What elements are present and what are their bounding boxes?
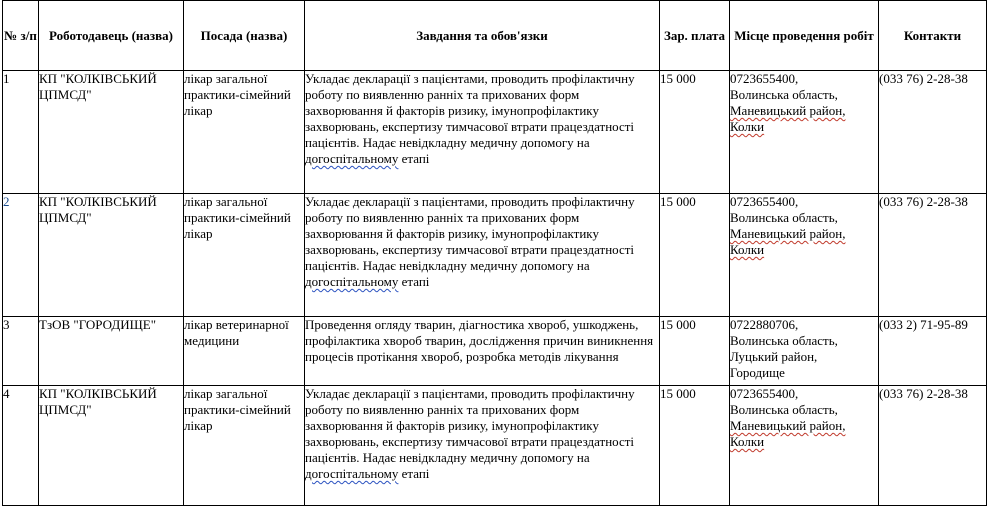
row-contacts: (033 76) 2-28-38 xyxy=(879,71,987,194)
location-town: Городище xyxy=(730,365,785,380)
table-row xyxy=(3,194,987,317)
row-contacts: (033 76) 2-28-38 xyxy=(879,386,987,506)
row-num: 3 xyxy=(3,317,39,386)
row-employer: КП "КОЛКІВСЬКИЙ ЦПМСД" xyxy=(39,194,184,317)
row-contacts: (033 2) 71-95-89 xyxy=(879,317,987,386)
header-duties: Завдання та обов'язки xyxy=(305,1,660,71)
row-duties xyxy=(305,71,660,194)
row-duties xyxy=(305,317,660,386)
duties-end: етапі xyxy=(398,274,430,289)
duties-text: Укладає декларації з пацієнтами, проводить профілактичну роботу по виявленню ранніх та прихованих форм захворювання й факторів ризику, імунопрофілактику захворювань, експертизу тимчасової втрати працездатності пацієнтів. Надає невідкладну медичну допомогу на xyxy=(305,194,635,273)
location-district: Маневицький район, xyxy=(730,103,846,118)
row-duties xyxy=(305,194,660,317)
header-location: Місце проведення робіт xyxy=(730,1,879,71)
row-location xyxy=(730,317,879,386)
header-salary: Зар. плата xyxy=(660,1,730,71)
row-position: лікар загальної практики-сімейний лікар xyxy=(184,71,305,194)
row-salary: 15 000 xyxy=(660,317,730,386)
location-region: Волинська область, xyxy=(730,210,838,225)
table-row xyxy=(3,386,987,506)
table-row xyxy=(3,317,987,386)
row-location xyxy=(730,194,879,317)
location-phone: 0722880706, xyxy=(730,317,799,332)
header-employer: Роботодавець (назва) xyxy=(39,1,184,71)
row-location xyxy=(730,71,879,194)
row-duties xyxy=(305,386,660,506)
row-employer: ТзОВ "ГОРОДИЩЕ" xyxy=(39,317,184,386)
location-phone: 0723655400, xyxy=(730,194,799,209)
row-contacts: (033 76) 2-28-38 xyxy=(879,194,987,317)
location-district: Маневицький район, xyxy=(730,418,846,433)
location-district: Луцький район, xyxy=(730,349,818,364)
row-location xyxy=(730,386,879,506)
duties-underlined-word: догоспітальному xyxy=(305,274,399,289)
duties-underlined-word: догоспітальному xyxy=(305,466,399,481)
location-region: Волинська область, xyxy=(730,333,838,348)
row-num: 4 xyxy=(3,386,39,506)
location-phone: 0723655400, xyxy=(730,386,799,401)
row-salary: 15 000 xyxy=(660,194,730,317)
duties-text: Укладає декларації з пацієнтами, проводить профілактичну роботу по виявленню ранніх та прихованих форм захворювання й факторів ризику, імунопрофілактику захворювань, експертизу тимчасової втрати працездатності пацієнтів. Надає невідкладну медичну допомогу на xyxy=(305,71,635,150)
location-region: Волинська область, xyxy=(730,402,838,417)
row-num: 2 xyxy=(3,194,39,317)
location-town: Колки xyxy=(730,434,765,449)
location-town: Колки xyxy=(730,242,765,257)
table-row xyxy=(3,71,987,194)
header-contacts: Контакти xyxy=(879,1,987,71)
row-employer: КП "КОЛКІВСЬКИЙ ЦПМСД" xyxy=(39,386,184,506)
row-salary: 15 000 xyxy=(660,71,730,194)
row-employer: КП "КОЛКІВСЬКИЙ ЦПМСД" xyxy=(39,71,184,194)
row-num: 1 xyxy=(3,71,39,194)
header-num: № з/п xyxy=(3,1,39,71)
location-phone: 0723655400, xyxy=(730,71,799,86)
row-position: лікар загальної практики-сімейний лікар xyxy=(184,194,305,317)
duties-underlined-word: догоспітальному xyxy=(305,151,399,166)
duties-text: Проведення огляду тварин, діагностика хвороб, ушкоджень, профілактика хвороб тварин, дослідження причин виникнення процесів протікання хвороб, розробка методів лікування xyxy=(305,317,654,364)
location-town: Колки xyxy=(730,119,765,134)
location-district: Маневицький район, xyxy=(730,226,846,241)
vacancy-table xyxy=(2,0,987,506)
duties-end: етапі xyxy=(398,151,430,166)
header-row xyxy=(3,1,987,71)
row-salary: 15 000 xyxy=(660,386,730,506)
location-region: Волинська область, xyxy=(730,87,838,102)
duties-text: Укладає декларації з пацієнтами, проводить профілактичну роботу по виявленню ранніх та прихованих форм захворювання й факторів ризику, імунопрофілактику захворювань, експертизу тимчасової втрати працездатності пацієнтів. Надає невідкладну медичну допомогу на xyxy=(305,386,635,465)
duties-end: етапі xyxy=(398,466,430,481)
row-position: лікар загальної практики-сімейний лікар xyxy=(184,386,305,506)
row-position: лікар ветеринарної медицини xyxy=(184,317,305,386)
header-position: Посада (назва) xyxy=(184,1,305,71)
